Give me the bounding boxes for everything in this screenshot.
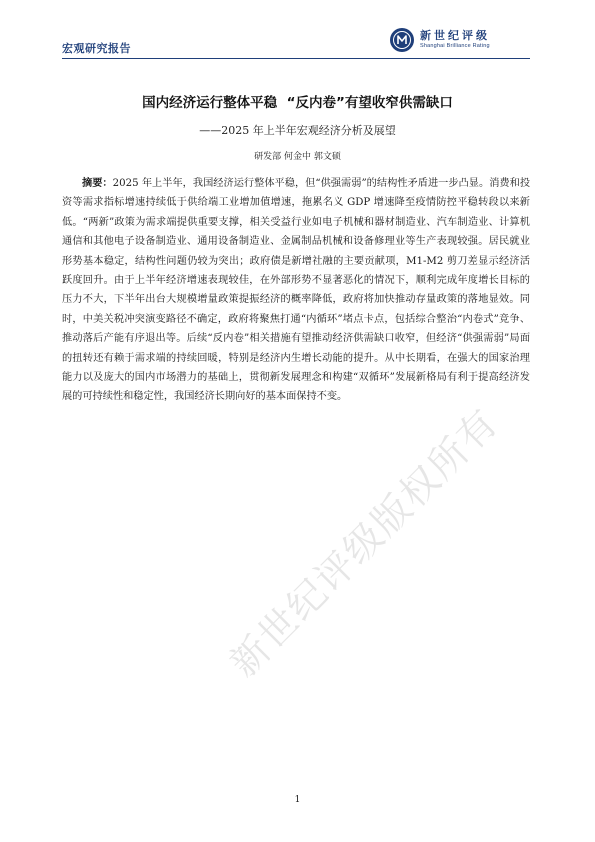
logo-chinese-name: 新世纪评级	[420, 29, 490, 43]
page-title: 国内经济运行整体平稳 “反内卷”有望收窄供需缺口	[142, 95, 453, 111]
report-type-label: 宏观研究报告	[62, 42, 131, 55]
author-line: 研发部 何金中 郭文硕	[254, 152, 341, 162]
header-divider	[62, 58, 530, 59]
brand-emblem-icon	[390, 28, 414, 52]
page-subtitle: ——2025 年上半年宏观经济分析及展望	[199, 124, 396, 137]
page-number: 1	[294, 795, 301, 805]
abstract-paragraph	[62, 174, 530, 407]
abstract-text: 2025 年上半年，我国经济运行整体平稳，但“供强需弱”的结构性矛盾进一步凸显。消费和投资等需求指标增速持续低于供给端工业增加值增速，拖累名义 GDP 增速降至疫情防控平稳转段以来新低。“两新”政策为需求端提供重要支撑，相关受益行业如电子机械和器材制造业、汽车制造业、计算机通信和其他电子设备制造业、通用设备制造业、金属制品机械和设备修理业等生产表现较强。居民就业形势基本稳定，结构性问题仍较为突出；政府债是新增社融的主要贡献项，M1-M2 剪刀差显示经济活跃度回升。由于上半年经济增速表现较佳，在外部形势不显著恶化的情况下，顺利完成年度增长目标的压力不大，下半年出台大规模增量政策提振经济的概率降低，政府将加快推动存量政策的落地显效。同时，中美关税冲突演变路径不确定，政府将聚焦打通“内循环”堵点卡点，包括综合整治“内卷式”竞争、推动落后产能有序退出等。后续“反内卷”相关措施有望推动经济供需缺口收窄，但经济“供强需弱”局面的扭转还有赖于需求端的持续回暖，特别是经济内生增长动能的提升。从中长期看，在强大的国家治理能力以及庞大的国内市场潜力的基础上，贯彻新发展理念和构建“双循环”发展新格局有利于提高经济发展的可持续性和稳定性，我国经济长期向好的基本面保持不变。	[62, 178, 531, 403]
company-logo	[390, 28, 490, 52]
logo-english-name: Shanghai Brilliance Rating	[420, 43, 490, 50]
copyright-watermark: 新世纪评级版权所有	[221, 399, 508, 686]
abstract-label: 摘要：	[82, 177, 113, 189]
